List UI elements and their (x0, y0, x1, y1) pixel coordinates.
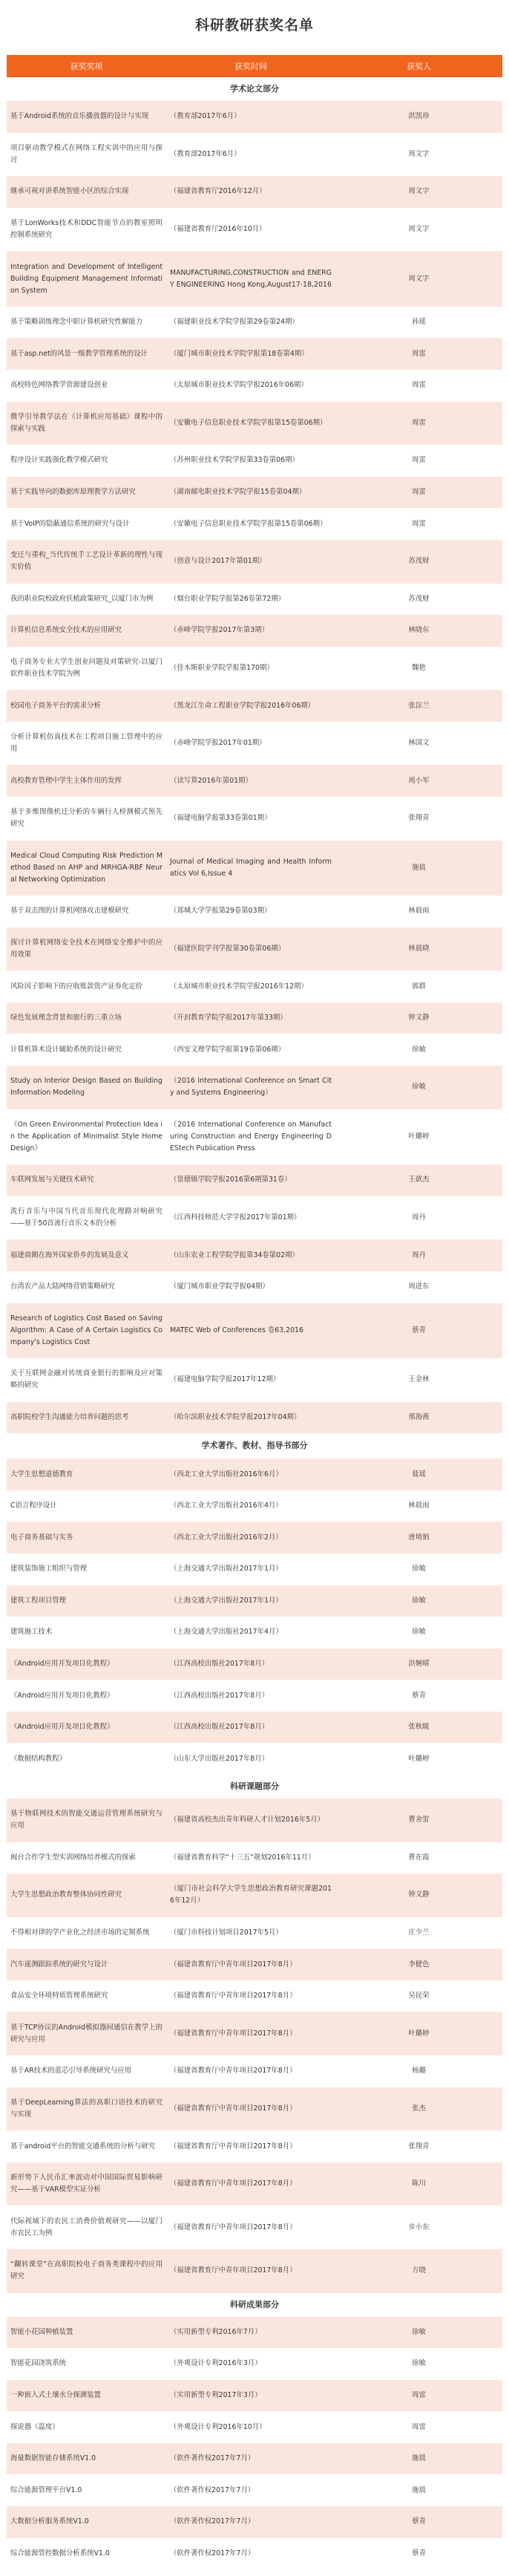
award-winner: 钟文静 (335, 1874, 502, 1917)
award-time: （软件著作权2017年7月） (166, 2443, 335, 2475)
award-time: （佳木斯职业学院学报第170期） (166, 647, 335, 691)
table-row (7, 2348, 502, 2380)
award-time: （软件著作权2017年7月） (166, 2506, 335, 2538)
award-time: （厦门市科技计划项目2017年5月） (166, 1917, 335, 1949)
award-name: 基于VoIP的隐蔽通信系统的研究与设计 (7, 508, 166, 540)
award-name: Study on Interior Design Based on Building Information Modeling (7, 1066, 166, 1109)
table-row (7, 584, 502, 616)
award-name: 风险因子影响下的应收账款资产证券化定价 (7, 971, 166, 1002)
award-winner: 周进东 (335, 1271, 502, 1303)
table-row (7, 477, 502, 509)
award-winner: 苏茂财 (335, 584, 502, 616)
award-time: （福建医院学刊学报第30卷第06期） (166, 927, 335, 971)
award-name: 建筑工程项目管理 (7, 1585, 166, 1617)
table-body (7, 77, 502, 2569)
table-row (7, 1585, 502, 1617)
table-row (7, 1617, 502, 1649)
award-time: （福建省教育厅中青年项目2017年8月） (166, 2130, 335, 2162)
award-name: 分析计算机仿真技术在工程项目施工管理中的应用 (7, 722, 166, 766)
award-name: 基于LonWorks技术和DDC智能节点的教室照明控制系统研究 (7, 208, 166, 252)
award-name: 综合能源管控数据分析系统V1.0 (7, 2538, 166, 2570)
table-row (7, 1842, 502, 1874)
award-name: 《Android应用开发项目化教程》 (7, 1680, 166, 1712)
award-time: （江西高校出版社2017年8月） (166, 1680, 335, 1712)
table-row (7, 1002, 502, 1034)
table-row (7, 540, 502, 584)
table-row (7, 765, 502, 797)
award-name: 计算机信息系统安全技术的应用研究 (7, 615, 166, 647)
award-time: （太原城市职业技术学院学报2016年06期） (166, 370, 335, 402)
award-time: （湖南邮电职业技术学院学报15卷第04期） (166, 477, 335, 509)
table-row (7, 1917, 502, 1949)
award-winner: 张杰 (335, 2087, 502, 2131)
section-header (7, 1775, 502, 1799)
award-time: （上海交通大学出版社2017年1月） (166, 1585, 335, 1617)
award-winner: 徐敏 (335, 2348, 502, 2380)
award-name: 洗行音乐与中国当代音乐现代化理路对响研究——基于50首流行音乐文本的分析 (7, 1196, 166, 1240)
award-time: （福建省教育厅中青年项目2017年8月） (166, 1949, 335, 1980)
table-header (7, 55, 502, 77)
award-time: （厦门城市职业学院学报04期） (166, 1271, 335, 1303)
award-name: 代际视域下的农民工消费价值观研究——以厦门市农民工为例 (7, 2205, 166, 2249)
award-winner: 孙瑶 (335, 307, 502, 339)
section-title: 科研课题部分 (7, 1775, 502, 1799)
header-award: 获奖奖项 (7, 55, 166, 77)
award-winner: 周雷 (335, 402, 502, 446)
award-time: （江西高校出版社2017年8月） (166, 1712, 335, 1744)
award-name: 电子商务基础与实务 (7, 1522, 166, 1553)
award-time: MANUFACTURING,CONSTRUCTION and ENERGY ENGINEERING Hong Kong,August17-18,2016 (166, 251, 335, 307)
award-name: 新形势下人民币汇率波动对中国国际贸易影响研究——基于VAR模型实证分析 (7, 2162, 166, 2206)
award-name: 基于AR技术的蓝芯引导系统研究与应用 (7, 2055, 166, 2087)
award-winner: 叶璐婷 (335, 1743, 502, 1775)
award-name: 基于Android系统的音乐播放器的设计与实现 (7, 101, 166, 133)
award-name: 基于实践导向的数据库原理教学方法研究 (7, 477, 166, 509)
table-row (7, 1712, 502, 1744)
table-row (7, 2249, 502, 2293)
award-time: （安徽电子信息职业技术学院学报第15卷第06期） (166, 402, 335, 446)
award-time: （福建省教育厅中青年项目2017年8月） (166, 2012, 335, 2055)
award-name: 基于TCP协议的Android模拟器间通信在教学上的研究与应用 (7, 2012, 166, 2055)
award-winner: 叶璐婷 (335, 1109, 502, 1165)
table-row (7, 797, 502, 841)
award-winner: 魏艳 (335, 647, 502, 691)
award-name: 不得相对律的学产业化之经济市场的定制系统 (7, 1917, 166, 1949)
award-time: （太原城市职业技术学院学报2016年12期） (166, 971, 335, 1002)
award-name: 基于双击图的计算机网络攻击建模研究 (7, 896, 166, 927)
award-name: 基于物联网技术的智能交通运营管理系统研究与应用 (7, 1799, 166, 1842)
award-winner: 吴昆荣 (335, 1980, 502, 2012)
award-winner: 徐敏 (335, 1617, 502, 1649)
award-winner: 洪婉晴 (335, 1649, 502, 1680)
award-time: （软件著作权2017年7月） (166, 2474, 335, 2506)
award-time: （实用新型专利2017年3月） (166, 2380, 335, 2412)
award-time: （江西科技师范大学学报2017年第01期） (166, 1196, 335, 1240)
table-row (7, 2411, 502, 2443)
table-row (7, 1743, 502, 1775)
award-winner: 周文字 (335, 133, 502, 177)
award-name: 大学生思想道德教育 (7, 1458, 166, 1490)
table-row (7, 1874, 502, 1917)
table-row (7, 647, 502, 691)
section-header (7, 2293, 502, 2317)
award-winner: 蔡青 (335, 2506, 502, 2538)
award-time: （景德镇学院学报2016第6期第31卷） (166, 1164, 335, 1196)
table-row (7, 1980, 502, 2012)
award-name: 校园电子商务平台的需求分析 (7, 690, 166, 722)
award-time: （西安文理学院学报第19卷第06期） (166, 1034, 335, 1066)
award-time: （赤峰学院学报2017年01期） (166, 722, 335, 766)
table-row (7, 1164, 502, 1196)
table-row (7, 1239, 502, 1271)
award-winner: 林晓东 (335, 615, 502, 647)
table-row (7, 1271, 502, 1303)
award-name: 我的职业院校政府扶植政策研究_以厦门市为例 (7, 584, 166, 616)
award-time: （上海交通大学出版社2017年1月） (166, 1553, 335, 1585)
award-time: （山东农业工程学院学报第34卷第02期） (166, 1239, 335, 1271)
award-name: 变迁与重构_当代传统手工艺设计革新的理性与现实价值 (7, 540, 166, 584)
table-row (7, 971, 502, 1002)
award-name: 一种嵌入式土壤水分探测装置 (7, 2380, 166, 2412)
award-name: 基于多维图像机迁分析的车辆行人检测模式预先研究 (7, 797, 166, 841)
award-winner: 林晨雨 (335, 896, 502, 927)
award-winner: 郭群 (335, 971, 502, 1002)
award-time: （厦门市社会科学大学生思想政治教育研究课题2016年12月） (166, 1874, 335, 1917)
award-time: （2016 International Conference on Smart City and Systems Engineering） (166, 1066, 335, 1109)
table-row (7, 370, 502, 402)
award-name: 高校教育管理中学生主体作用的发挥 (7, 765, 166, 797)
award-winner: 张翔青 (335, 797, 502, 841)
table-row (7, 402, 502, 446)
award-winner: 杨璐 (335, 2055, 502, 2087)
award-time: （福建省教育科学“十三五”规划2016年11月） (166, 1842, 335, 1874)
award-name: 高职院校学生沟通能力培养问题的思考 (7, 1402, 166, 1434)
award-winner: 周雷 (335, 508, 502, 540)
award-time: （教育部2017年6月） (166, 101, 335, 133)
award-winner: 周雷 (335, 445, 502, 477)
award-time: （读写算2016年第01期） (166, 765, 335, 797)
award-time: （江西高校出版社2017年8月） (166, 1649, 335, 1680)
table-row (7, 2506, 502, 2538)
award-winner: 徐敏 (335, 1034, 502, 1066)
table-row (7, 1303, 502, 1359)
award-name: 车联网发展与关键技术研究 (7, 1164, 166, 1196)
award-winner: 庄少兰 (335, 1917, 502, 1949)
table-row (7, 841, 502, 896)
table-row (7, 208, 502, 252)
award-name: 计算机算术设计辅助系统的设计研究 (7, 1034, 166, 1066)
award-name: “翻转课堂”在高职院校电子商务类课程中的应用研究 (7, 2249, 166, 2293)
table-row (7, 2380, 502, 2412)
award-winner: 周雷 (335, 338, 502, 370)
award-name: 建筑施工技术 (7, 1617, 166, 1649)
award-name: 项目驱动教学模式在网络工程实训中的应用与探讨 (7, 133, 166, 177)
award-winner: 周雷 (335, 477, 502, 509)
award-winner: 林晨晓 (335, 927, 502, 971)
table-row (7, 508, 502, 540)
section-header (7, 77, 502, 101)
award-winner: 聂瑶 (335, 1458, 502, 1490)
award-name: 基于DeepLearning算法的高职口语技术的研究与实现 (7, 2087, 166, 2131)
award-winner: 施晨 (335, 2474, 502, 2506)
award-time: （西北工业大学出版社2016年2月） (166, 1522, 335, 1553)
table-row (7, 2443, 502, 2475)
award-winner: 周雷 (335, 2380, 502, 2412)
award-winner: 徐敏 (335, 1553, 502, 1585)
award-time: （郑城大学学报第29卷第03期） (166, 896, 335, 927)
award-winner: 周丹 (335, 1239, 502, 1271)
award-winner: 唐境娟 (335, 1522, 502, 1553)
award-time: （教育部2017年6月） (166, 133, 335, 177)
award-name: 智能小花园种植装置 (7, 2317, 166, 2349)
award-time: （福建电脑学报第33卷第01期） (166, 797, 335, 841)
award-name: 台湾农产品大陆网络营销策略研究 (7, 1271, 166, 1303)
award-name: 绿色发展理念背景和旅行的三重立场 (7, 1002, 166, 1034)
header-winner: 获奖人 (335, 55, 502, 77)
award-time: （开封教育学院学报2017年第33期） (166, 1002, 335, 1034)
award-time: （福建电脑学院学报2017年12期） (166, 1358, 335, 1402)
table-row (7, 2538, 502, 2570)
award-time: （山东大学出版社2017年8月） (166, 1743, 335, 1775)
award-name: 基于android平台的智能交通系统的分析与研究 (7, 2130, 166, 2162)
table-row (7, 1196, 502, 1240)
award-name: 建筑装饰施工组织与管理 (7, 1553, 166, 1585)
table-row (7, 338, 502, 370)
table-row (7, 1949, 502, 1980)
award-winner: 周雷 (335, 2411, 502, 2443)
award-winner: 蔡青 (335, 2538, 502, 2570)
award-time: （哈尔滨职业技术学院学报2017年04期） (166, 1402, 335, 1434)
page-title: 科研教研获奖名单 (194, 16, 314, 33)
award-name: 探讨计算机网络安全技术在网络安全维护中的应用效果 (7, 927, 166, 971)
award-winner: 周丹 (335, 1196, 502, 1240)
table-row (7, 133, 502, 177)
award-winner: 周文字 (335, 208, 502, 252)
table-row (7, 1034, 502, 1066)
award-time: （实用新型专利2016年7月） (166, 2317, 335, 2349)
award-name: 综合能源管理平台V1.0 (7, 2474, 166, 2506)
award-winner: 洪凯珍 (335, 101, 502, 133)
award-name: 关于互联网金融对传统商业银行的影响及应对策略的研究 (7, 1358, 166, 1402)
table-row (7, 1680, 502, 1712)
award-winner: 徐敏 (335, 1066, 502, 1109)
table-row (7, 1522, 502, 1553)
table-row (7, 927, 502, 971)
award-name: 闽台合作学生型实训网络培养模式的探索 (7, 1842, 166, 1874)
award-name: 食品安全环境特质管理系统研究 (7, 1980, 166, 2012)
award-name: C语言程序设计 (7, 1490, 166, 1522)
award-time: （福建省教育厅2016年10月） (166, 208, 335, 252)
award-name: 程序设计实践强化教学模式研究 (7, 445, 166, 477)
award-winner: 步小东 (335, 2205, 502, 2249)
award-name: 《Android应用开发项目化教程》 (7, 1712, 166, 1744)
award-winner: 林晨雨 (335, 1490, 502, 1522)
section-title: 科研成果部分 (7, 2293, 502, 2317)
award-time: Journal of Medical Imaging and Health Informatics Vol 6,Issue 4 (166, 841, 335, 896)
award-winner: 方晓 (335, 2249, 502, 2293)
award-name: 《数据结构教程》 (7, 1743, 166, 1775)
award-time: （苏州职业技术学院学报第33卷第06期） (166, 445, 335, 477)
table-row (7, 2205, 502, 2249)
table-row (7, 2162, 502, 2206)
table-row (7, 1553, 502, 1585)
award-name: 电子商务专业大学生创业问题及对策研究-以厦门软件职业技术学院为例 (7, 647, 166, 691)
award-winner: 钟文静 (335, 1002, 502, 1034)
table-row (7, 1402, 502, 1434)
award-winner: 周文字 (335, 251, 502, 307)
table-row (7, 2317, 502, 2349)
award-time: （外观设计专利2016年3月） (166, 2348, 335, 2380)
award-time: （福建职业技术学院学报第29卷第24期） (166, 307, 335, 339)
award-winner: 邢海燕 (335, 1402, 502, 1434)
award-winner: 周文字 (335, 176, 502, 208)
award-time: （软件著作权2017年7月） (166, 2538, 335, 2570)
award-name: 大学生思想政治教育整体协同性研究 (7, 1874, 166, 1917)
award-time: （2016 International Conference on Manufacturing Construction and Energy Engineering DEStech Publication Press (166, 1109, 335, 1165)
header-time: 获奖时间 (166, 55, 335, 77)
table-row (7, 2474, 502, 2506)
award-time: （福建省教育厅中青年项目2017年8月） (166, 2249, 335, 2293)
award-winner: 王金林 (335, 1358, 502, 1402)
award-winner: 王歆杰 (335, 1164, 502, 1196)
award-winner: 曹在霞 (335, 1842, 502, 1874)
award-name: 基于asp.net的风景一级教学管理系统的设计 (7, 338, 166, 370)
table-row (7, 251, 502, 307)
award-time: （福建省教育厅2016年12月） (166, 176, 335, 208)
award-time: （西北工业大学出版社2016年6月） (166, 1458, 335, 1490)
award-winner: 蔡青 (335, 1680, 502, 1712)
award-winner: 张淙兰 (335, 690, 502, 722)
award-name: 微学引导教学法在《计算机应用基础》课程中的探索与实践 (7, 402, 166, 446)
award-time: （福建省教育厅中青年项目2017年8月） (166, 2087, 335, 2131)
award-name: 海量数据智能存储系统V1.0 (7, 2443, 166, 2475)
award-name: 汽车遥测跟踪系统的研究与设计 (7, 1949, 166, 1980)
award-time: （上海交通大学出版社2017年4月） (166, 1617, 335, 1649)
award-time: （赤峰学院学报2017年第3期） (166, 615, 335, 647)
award-name: 探说器（温度） (7, 2411, 166, 2443)
award-name: 继承可视对讲系统智能小区的综合实现 (7, 176, 166, 208)
table-row (7, 1490, 502, 1522)
award-time: （福建省教育厅中青年项目2017年8月） (166, 1980, 335, 2012)
award-winner: 周小军 (335, 765, 502, 797)
table-row (7, 1649, 502, 1680)
award-time: （厦门城市职业技术学院学报第18卷第4期） (166, 338, 335, 370)
award-time: （外观设计专利2016年10月） (166, 2411, 335, 2443)
award-name: 智能花园浇筑系统 (7, 2348, 166, 2380)
award-winner: 张翔青 (335, 2130, 502, 2162)
section-title: 学术著作、教材、指导书部分 (7, 1433, 502, 1458)
section-title: 学术论文部分 (7, 77, 502, 101)
award-name: 福建商圈在海外国家侨乡的发展及意义 (7, 1239, 166, 1271)
award-table (7, 55, 502, 2569)
table-row (7, 722, 502, 766)
award-time: （福建省教育厅中青年项目2017年8月） (166, 2205, 335, 2249)
award-winner: 叶璐婷 (335, 2012, 502, 2055)
award-winner: 徐敏 (335, 1585, 502, 1617)
award-time: （西北工业大学出版社2016年4月） (166, 1490, 335, 1522)
award-name: 基于策略训练理念中职计算机研究性解能力 (7, 307, 166, 339)
award-name: 《On Green Environmental Protection Idea in the Application of Minimalist Style Home Design》 (7, 1109, 166, 1165)
table-row (7, 615, 502, 647)
award-time: MATEC Web of Conferences 卷63,2016 (166, 1303, 335, 1359)
table-row (7, 2087, 502, 2131)
award-name: 高校特色网络教学资源建设创业 (7, 370, 166, 402)
award-winner: 周雷 (335, 370, 502, 402)
table-row (7, 1799, 502, 1842)
table-row (7, 445, 502, 477)
table-row (7, 2055, 502, 2087)
award-time: （安徽电子信息职业技术学院学报第15卷第06期） (166, 508, 335, 540)
section-header (7, 1433, 502, 1458)
award-time: （烟台职业学院学报第26卷第72期） (166, 584, 335, 616)
table-row (7, 690, 502, 722)
award-winner: 曹舍雷 (335, 1799, 502, 1842)
table-row (7, 1458, 502, 1490)
table-row (7, 1358, 502, 1402)
award-winner: 张秋暖 (335, 1712, 502, 1744)
award-name: 《Android应用开发项目化教程》 (7, 1649, 166, 1680)
table-row (7, 896, 502, 927)
award-time: （创意与设计2017年第01期） (166, 540, 335, 584)
award-name: Research of Logistics Cost Based on Saving Algorithm: A Case of A Certain Logistics Company's Logistics Cost (7, 1303, 166, 1359)
award-name: 大数据分析服务系统V1.0 (7, 2506, 166, 2538)
award-time: （福建省教育厅中青年项目2017年8月） (166, 2162, 335, 2206)
table-row (7, 2012, 502, 2055)
table-row (7, 2130, 502, 2162)
table-row (7, 176, 502, 208)
award-winner: 徐敏 (335, 2317, 502, 2349)
award-winner: 施晨 (335, 841, 502, 896)
award-name: Medical Cloud Computing Risk Prediction Method Based on AHP and MRHGA-RBF Neural Networking Optimization (7, 841, 166, 896)
award-time: （福建省高校杰出青年科研人才计划2016年5月） (166, 1799, 335, 1842)
table-row (7, 101, 502, 133)
award-winner: 李健色 (335, 1949, 502, 1980)
award-winner: 蔡青 (335, 1303, 502, 1359)
award-winner: 施晨 (335, 2443, 502, 2475)
table-row (7, 1109, 502, 1165)
award-winner: 林国文 (335, 722, 502, 766)
award-name: Integration and Development of Intelligent Building Equipment Management Information System (7, 251, 166, 307)
award-winner: 苏茂财 (335, 540, 502, 584)
award-winner: 陈川 (335, 2162, 502, 2206)
award-time: （福建省教育厅中青年项目2017年8月） (166, 2055, 335, 2087)
table-row (7, 1066, 502, 1109)
table-row (7, 307, 502, 339)
award-time: （黑龙江生命工程职业学院学报2016年06期） (166, 690, 335, 722)
